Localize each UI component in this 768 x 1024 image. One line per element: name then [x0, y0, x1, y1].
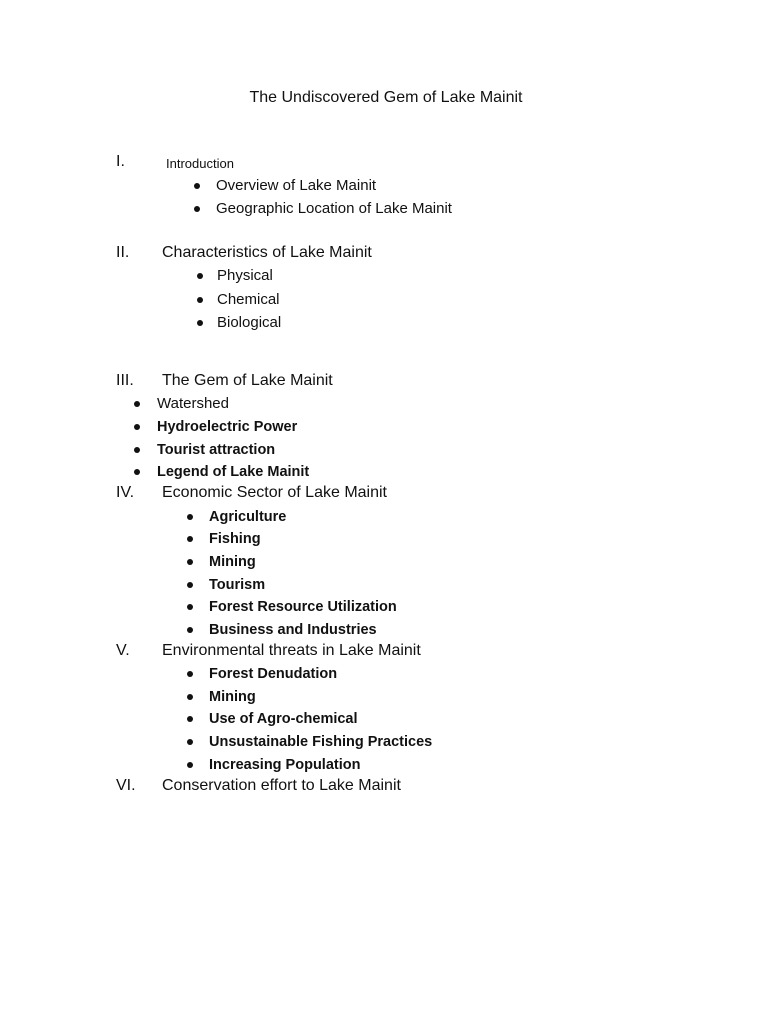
- section-4-title: Economic Sector of Lake Mainit: [162, 484, 387, 501]
- section-3-item-4: Legend of Lake Mainit: [157, 464, 310, 480]
- bullet-dot: [194, 183, 200, 189]
- section-4-item-2: Fishing: [209, 531, 261, 547]
- section-5-numeral: V.: [116, 642, 130, 659]
- section-3-item-1: Watershed: [157, 395, 229, 412]
- section-2-title: Characteristics of Lake Mainit: [162, 244, 372, 261]
- bullet-dot: [197, 297, 203, 303]
- bullet-dot: [187, 716, 193, 722]
- section-5-title: Environmental threats in Lake Mainit: [162, 642, 421, 659]
- section-4-item-3: Mining: [209, 554, 256, 570]
- bullet-dot: [187, 536, 193, 542]
- bullet-dot: [194, 206, 200, 212]
- section-6-title: Conservation effort to Lake Mainit: [162, 777, 401, 794]
- section-1-item-2: Geographic Location of Lake Mainit: [216, 200, 452, 217]
- section-4-item-1: Agriculture: [209, 509, 287, 525]
- section-4-numeral: IV.: [116, 484, 135, 501]
- section-2-item-3: Biological: [217, 314, 282, 331]
- section-1-item-1: Overview of Lake Mainit: [216, 177, 377, 194]
- section-4-item-6: Business and Industries: [209, 622, 377, 638]
- bullet-dot: [134, 469, 140, 475]
- section-1-title: Introduction: [166, 156, 234, 171]
- bullet-dot: [187, 627, 193, 633]
- section-5-item-3: Use of Agro-chemical: [209, 711, 358, 727]
- section-2-item-2: Chemical: [217, 291, 280, 308]
- bullet-dot: [197, 320, 203, 326]
- bullet-dot: [187, 762, 193, 768]
- section-3-item-2: Hydroelectric Power: [157, 419, 298, 435]
- bullet-dot: [187, 671, 193, 677]
- section-5-item-4: Unsustainable Fishing Practices: [209, 734, 433, 750]
- section-6-numeral: VI.: [116, 777, 136, 794]
- section-3-numeral: III.: [116, 372, 134, 389]
- section-4-item-4: Tourism: [209, 577, 266, 593]
- section-4-item-5: Forest Resource Utilization: [209, 599, 397, 615]
- section-5-item-5: Increasing Population: [209, 757, 361, 773]
- section-3-item-3: Tourist attraction: [157, 442, 276, 458]
- bullet-dot: [187, 739, 193, 745]
- document-title: The Undiscovered Gem of Lake Mainit: [249, 89, 523, 106]
- bullet-dot: [134, 447, 140, 453]
- section-2-item-1: Physical: [217, 267, 273, 284]
- bullet-dot: [187, 582, 193, 588]
- bullet-dot: [134, 401, 140, 407]
- section-3-title: The Gem of Lake Mainit: [162, 372, 333, 389]
- bullet-dot: [187, 514, 193, 520]
- section-2-numeral: II.: [116, 244, 130, 261]
- bullet-dot: [187, 694, 193, 700]
- bullet-dot: [187, 559, 193, 565]
- section-5-item-2: Mining: [209, 689, 256, 705]
- bullet-dot: [197, 273, 203, 279]
- section-5-item-1: Forest Denudation: [209, 666, 338, 682]
- bullet-dot: [134, 424, 140, 430]
- section-1-numeral: I.: [116, 153, 125, 170]
- bullet-dot: [187, 604, 193, 610]
